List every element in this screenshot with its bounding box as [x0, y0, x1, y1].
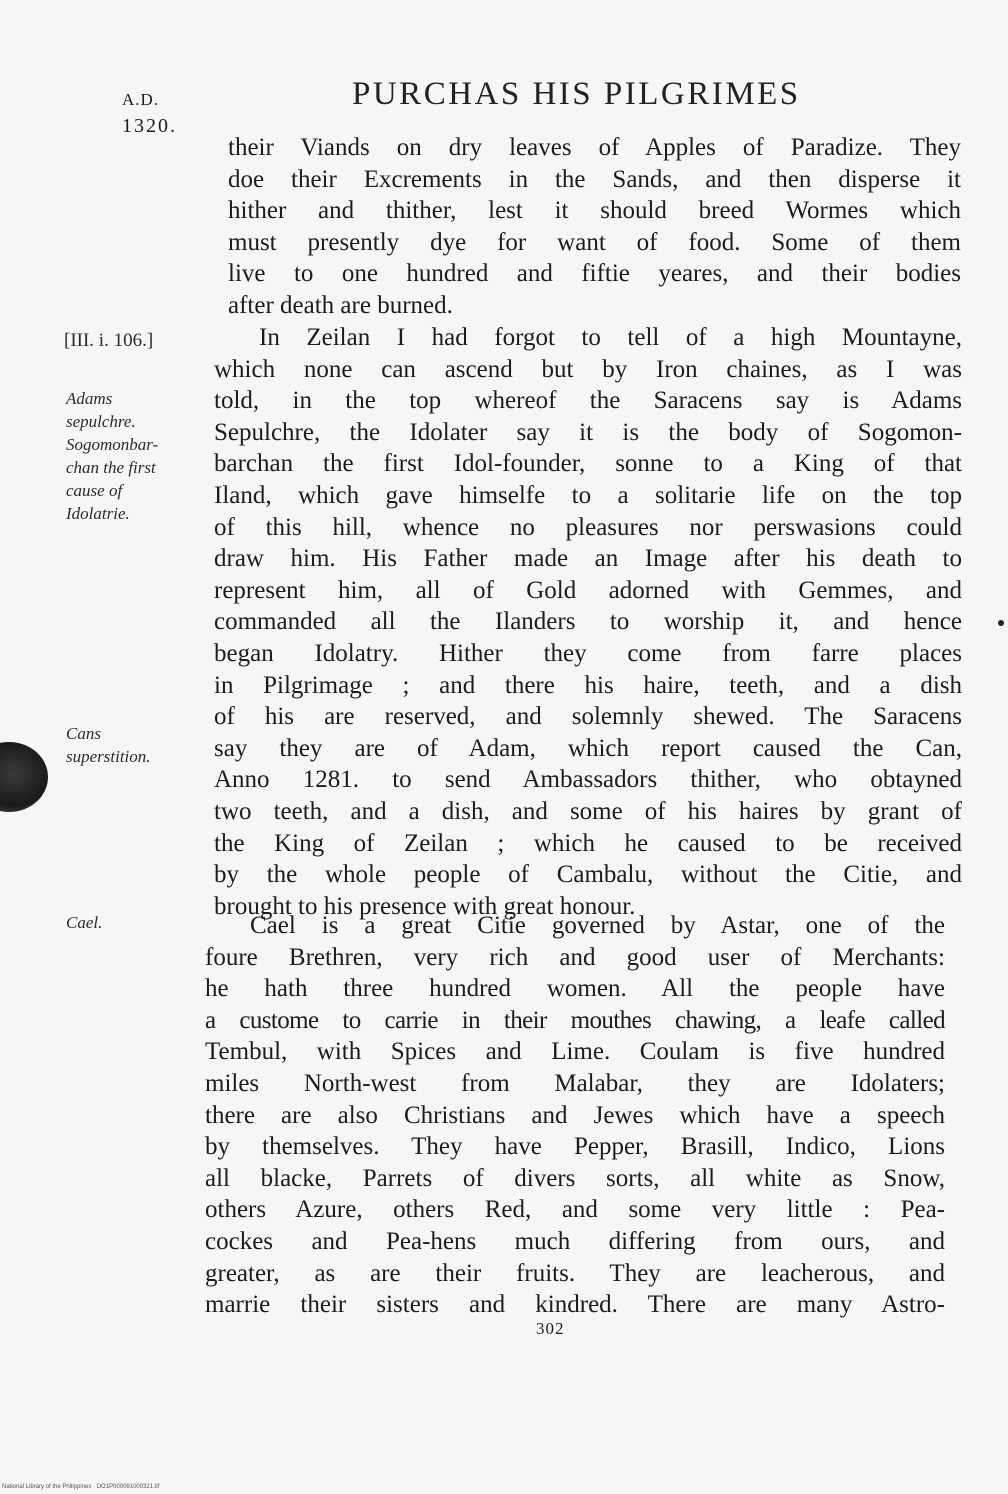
paragraph-3: [205, 910, 945, 1321]
text-line: In Zeilan I had forgot to tell of a high Mountayne,: [259, 324, 962, 351]
text-line: Anno 1281. to send Ambassadors thither, who obtayned: [214, 766, 962, 794]
scan-footer-note: National Library of the Philippines · DO1P000091000321.tif: [2, 1484, 160, 1490]
text-line: in Pilgrimage ; and there his haire, teeth, and a dish: [214, 671, 962, 699]
text-line: he hath three hundred women. All the people have: [205, 975, 945, 1003]
text-line: others Azure, others Red, and some very little : Pea-: [205, 1196, 945, 1224]
text-line: the King of Zeilan ; which he caused to be received: [214, 829, 962, 857]
scan-thumb-shadow: [0, 742, 48, 812]
running-title: PURCHAS HIS PILGRIMES: [352, 76, 801, 112]
margin-note-line: Sogomonbar-: [66, 435, 159, 454]
paragraph-2: [214, 322, 962, 922]
text-line: by the whole people of Cambalu, without the Citie, and: [214, 861, 962, 889]
page-number: 302: [536, 1319, 565, 1338]
margin-note-line: Idolatrie.: [66, 504, 130, 523]
date-marker: [122, 87, 177, 139]
text-line: of this hill, whence no pleasures nor perswasions could: [214, 513, 962, 541]
margin-note-cael: [66, 911, 102, 934]
margin-note-line: Adams: [66, 389, 113, 408]
year-label: 1320.: [122, 115, 177, 137]
text-line: miles North-west from Malabar, they are Idolaters;: [205, 1069, 945, 1097]
text-line: Iland, which gave himselfe to a solitarie life on the top: [214, 481, 962, 509]
text-line: greater, as are their fruits. They are leacherous, and: [205, 1259, 945, 1287]
text-line: a custome to carrie in their mouthes chawing, a leafe called: [205, 1006, 945, 1034]
margin-note-line: sepulchre.: [66, 412, 136, 431]
text-line: there are also Christians and Jewes which have a speech: [205, 1101, 945, 1129]
margin-note-adams: [66, 387, 158, 525]
margin-note-line: chan the first: [66, 458, 156, 477]
text-line: commanded all the Ilanders to worship it, and hence: [214, 608, 962, 636]
text-line: draw him. His Father made an Image after his death to: [214, 545, 962, 573]
text-line: barchan the first Idol-founder, sonne to a King of that: [214, 450, 962, 478]
margin-note-line: cause of: [66, 481, 123, 500]
text-line: Tembul, with Spices and Lime. Coulam is five hundred: [205, 1038, 945, 1066]
text-line: foure Brethren, very rich and good user of Merchants:: [205, 943, 945, 971]
margin-reference: [III. i. 106.]: [64, 330, 154, 351]
text-line: Sepulchre, the Idolater say it is the body of Sogomon-: [214, 418, 962, 446]
text-line: doe their Excrements in the Sands, and then disperse it: [228, 165, 961, 193]
text-line: Cael is a great Citie governed by Astar, one of the: [250, 912, 945, 939]
margin-note-line: Cans: [66, 724, 101, 743]
era-label: A.D.: [122, 90, 160, 109]
text-line: told, in the top whereof the Saracens say is Adams: [214, 387, 962, 415]
text-line: cockes and Pea-hens much differing from ours, and: [205, 1227, 945, 1255]
text-line: after death are burned.: [228, 291, 453, 319]
scan-speck: [998, 620, 1004, 626]
text-line: all blacke, Parrets of divers sorts, all white as Snow,: [205, 1164, 945, 1192]
text-line: marrie their sisters and kindred. There are many Astro-: [205, 1291, 945, 1319]
text-line: which none can ascend but by Iron chaines, as I was: [214, 355, 962, 383]
text-line: live to one hundred and fiftie yeares, and their bodies: [228, 260, 961, 288]
text-line: represent him, all of Gold adorned with Gemmes, and: [214, 576, 962, 604]
text-line: hither and thither, lest it should breed Wormes which: [228, 197, 961, 225]
margin-note-cans: [66, 722, 151, 768]
margin-note-line: superstition.: [66, 747, 151, 766]
text-line: say they are of Adam, which report caused the Can,: [214, 734, 962, 762]
margin-note-line: Cael.: [66, 913, 103, 932]
text-line: must presently dye for want of food. Some of them: [228, 228, 961, 256]
text-line: of his are reserved, and solemnly shewed. The Saracens: [214, 703, 962, 731]
text-line: two teeth, and a dish, and some of his haires by grant of: [214, 797, 962, 825]
text-line: by themselves. They have Pepper, Brasill, Indico, Lions: [205, 1133, 945, 1161]
text-line: brought to his presence with great honour.: [214, 892, 636, 920]
text-line: their Viands on dry leaves of Apples of Paradize. They: [228, 134, 961, 161]
paragraph-1: [228, 132, 961, 322]
text-line: began Idolatry. Hither they come from farre places: [214, 639, 962, 667]
